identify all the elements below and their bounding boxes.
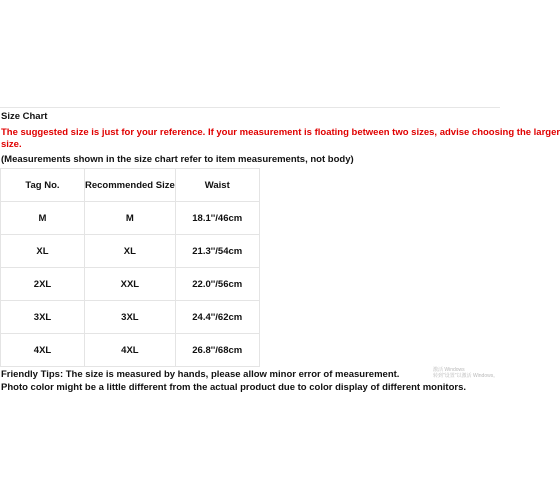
cell-recommended: XL	[85, 235, 176, 268]
notice-line-1: The suggested size is just for your reference. If your measurement is floating between two sizes, advise choosing the larger	[1, 127, 560, 138]
cell-recommended: 3XL	[85, 301, 176, 334]
watermark-line-1: 激活 Windows	[433, 367, 465, 373]
color-difference-note: Photo color might be a little different from the actual product due to color display of different monitors.	[1, 382, 466, 393]
size-advice-notice	[1, 127, 560, 151]
size-table	[0, 168, 260, 367]
header-tag-no: Tag No.	[1, 169, 85, 202]
cell-tag: M	[1, 202, 85, 235]
table-row	[1, 235, 260, 268]
cell-tag: XL	[1, 235, 85, 268]
top-divider	[0, 107, 500, 108]
friendly-tips: Friendly Tips: The size is measured by hands, please allow minor error of measurement.	[1, 369, 400, 380]
notice-line-2: size.	[1, 139, 22, 150]
cell-recommended: XXL	[85, 268, 176, 301]
table-header-row	[1, 169, 260, 202]
cell-waist: 18.1''/46cm	[175, 202, 259, 235]
table-row	[1, 301, 260, 334]
table-row	[1, 268, 260, 301]
color-note-clip	[0, 382, 500, 393]
watermark-line-2: 转到"设置"以激活 Windows。	[433, 373, 499, 379]
cell-waist: 21.3''/54cm	[175, 235, 259, 268]
cell-recommended: M	[85, 202, 176, 235]
windows-activation-watermark	[433, 367, 498, 379]
cell-waist: 24.4''/62cm	[175, 301, 259, 334]
cell-waist: 22.0''/56cm	[175, 268, 259, 301]
cell-recommended: 4XL	[85, 334, 176, 367]
cell-tag: 4XL	[1, 334, 85, 367]
table-row	[1, 202, 260, 235]
measurement-note: (Measurements shown in the size chart refer to item measurements, not body)	[1, 154, 354, 165]
cell-waist: 26.8''/68cm	[175, 334, 259, 367]
header-waist: Waist	[175, 169, 259, 202]
cell-tag: 2XL	[1, 268, 85, 301]
header-recommended-size: Recommended Size	[85, 169, 176, 202]
cell-tag: 3XL	[1, 301, 85, 334]
table-row	[1, 334, 260, 367]
section-title: Size Chart	[1, 111, 48, 122]
